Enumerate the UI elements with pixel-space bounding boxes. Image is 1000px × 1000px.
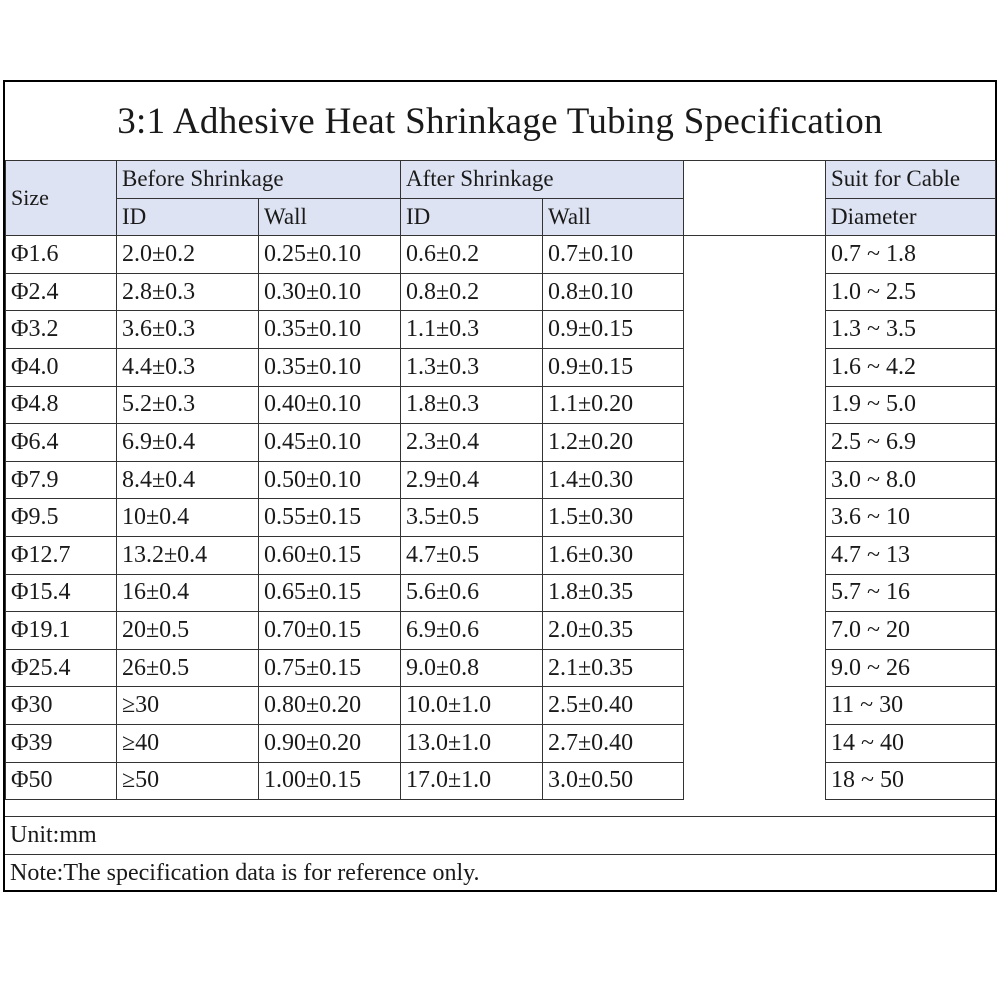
after-wall-cell: 2.5±0.40 [543,687,684,725]
cable-diameter-cell: 11 ~ 30 [826,687,996,725]
spec-sheet [3,80,997,892]
gap-cell [684,762,826,800]
after-wall-cell: 1.6±0.30 [543,536,684,574]
after-shrinkage-header: After Shrinkage [401,161,684,199]
cable-diameter-cell: 1.6 ~ 4.2 [826,348,996,386]
before-wall-cell: 0.35±0.10 [259,348,401,386]
cable-diameter-cell: 2.5 ~ 6.9 [826,424,996,462]
cable-diameter-cell: 9.0 ~ 26 [826,649,996,687]
size-cell: Φ15.4 [6,574,117,612]
after-id-cell: 1.3±0.3 [401,348,543,386]
before-wall-cell: 0.70±0.15 [259,612,401,650]
size-cell: Φ7.9 [6,461,117,499]
before-wall-cell: 1.00±0.15 [259,762,401,800]
gap-cell [684,612,826,650]
after-id-cell: 13.0±1.0 [401,724,543,762]
size-cell: Φ2.4 [6,273,117,311]
table-row [6,424,996,462]
size-cell: Φ4.8 [6,386,117,424]
before-wall-cell: 0.75±0.15 [259,649,401,687]
before-id-cell: 2.8±0.3 [117,273,259,311]
gap-cell [684,536,826,574]
gap-cell [684,311,826,349]
size-cell: Φ9.5 [6,499,117,537]
after-id-cell: 17.0±1.0 [401,762,543,800]
header-row-top [6,161,996,199]
after-wall-cell: 2.7±0.40 [543,724,684,762]
before-id-cell: ≥30 [117,687,259,725]
size-cell: Φ12.7 [6,536,117,574]
after-wall-cell: 0.9±0.15 [543,311,684,349]
gap-cell [684,348,826,386]
size-cell: Φ39 [6,724,117,762]
before-id-cell: 26±0.5 [117,649,259,687]
before-wall-cell: 0.40±0.10 [259,386,401,424]
before-wall-cell: 0.90±0.20 [259,724,401,762]
size-cell: Φ4.0 [6,348,117,386]
table-row [6,687,996,725]
gap-cell [684,499,826,537]
size-cell: Φ1.6 [6,236,117,274]
after-wall-cell: 2.1±0.35 [543,649,684,687]
size-cell: Φ50 [6,762,117,800]
header-row-sub [6,198,996,236]
table-row [6,348,996,386]
before-id-cell: 5.2±0.3 [117,386,259,424]
gap-cell [684,273,826,311]
gap-cell [684,236,826,274]
gap-cell [684,461,826,499]
cable-diameter-cell: 3.6 ~ 10 [826,499,996,537]
before-wall-cell: 0.35±0.10 [259,311,401,349]
after-wall-cell: 1.2±0.20 [543,424,684,462]
after-wall-header: Wall [543,198,684,236]
spec-table [5,160,996,800]
before-id-cell: 20±0.5 [117,612,259,650]
size-header: Size [6,161,117,236]
cable-diameter-cell: 7.0 ~ 20 [826,612,996,650]
after-id-cell: 10.0±1.0 [401,687,543,725]
size-cell: Φ30 [6,687,117,725]
gap-cell [684,424,826,462]
before-shrinkage-header: Before Shrinkage [117,161,401,199]
after-id-header: ID [401,198,543,236]
size-cell: Φ3.2 [6,311,117,349]
before-wall-cell: 0.55±0.15 [259,499,401,537]
table-row [6,311,996,349]
before-wall-cell: 0.65±0.15 [259,574,401,612]
after-id-cell: 1.1±0.3 [401,311,543,349]
table-row [6,762,996,800]
before-id-cell: 6.9±0.4 [117,424,259,462]
before-id-cell: 3.6±0.3 [117,311,259,349]
after-wall-cell: 1.5±0.30 [543,499,684,537]
table-row [6,236,996,274]
table-row [6,386,996,424]
before-id-cell: 10±0.4 [117,499,259,537]
after-wall-cell: 0.9±0.15 [543,348,684,386]
after-id-cell: 1.8±0.3 [401,386,543,424]
after-wall-cell: 1.8±0.35 [543,574,684,612]
size-cell: Φ6.4 [6,424,117,462]
table-row [6,499,996,537]
blank-header-cell [684,161,826,236]
cable-diameter-cell: 3.0 ~ 8.0 [826,461,996,499]
table-row [6,461,996,499]
cable-diameter-cell: 1.9 ~ 5.0 [826,386,996,424]
after-id-cell: 3.5±0.5 [401,499,543,537]
after-wall-cell: 1.4±0.30 [543,461,684,499]
cable-diameter-cell: 14 ~ 40 [826,724,996,762]
after-wall-cell: 2.0±0.35 [543,612,684,650]
diameter-header: Diameter [826,198,996,236]
before-id-cell: 16±0.4 [117,574,259,612]
before-wall-cell: 0.60±0.15 [259,536,401,574]
after-wall-cell: 3.0±0.50 [543,762,684,800]
after-wall-cell: 0.7±0.10 [543,236,684,274]
table-row [6,273,996,311]
before-id-cell: 4.4±0.3 [117,348,259,386]
table-row [6,649,996,687]
before-wall-cell: 0.45±0.10 [259,424,401,462]
before-id-header: ID [117,198,259,236]
before-id-cell: ≥50 [117,762,259,800]
size-cell: Φ25.4 [6,649,117,687]
before-id-cell: 2.0±0.2 [117,236,259,274]
cable-diameter-cell: 18 ~ 50 [826,762,996,800]
cable-diameter-cell: 0.7 ~ 1.8 [826,236,996,274]
gap-cell [684,687,826,725]
cable-diameter-cell: 1.3 ~ 3.5 [826,311,996,349]
cable-diameter-cell: 1.0 ~ 2.5 [826,273,996,311]
before-id-cell: 8.4±0.4 [117,461,259,499]
gap-cell [684,386,826,424]
note-text: Note:The specification data is for reference only. [5,854,995,892]
table-row [6,724,996,762]
cable-diameter-cell: 4.7 ~ 13 [826,536,996,574]
unit-label: Unit:mm [5,816,995,854]
after-id-cell: 5.6±0.6 [401,574,543,612]
after-id-cell: 2.3±0.4 [401,424,543,462]
table-row [6,536,996,574]
size-cell: Φ19.1 [6,612,117,650]
after-id-cell: 0.6±0.2 [401,236,543,274]
suit-for-cable-header: Suit for Cable [826,161,996,199]
after-id-cell: 6.9±0.6 [401,612,543,650]
gap-cell [684,649,826,687]
before-wall-cell: 0.30±0.10 [259,273,401,311]
before-id-cell: 13.2±0.4 [117,536,259,574]
before-id-cell: ≥40 [117,724,259,762]
before-wall-cell: 0.50±0.10 [259,461,401,499]
table-row [6,574,996,612]
after-id-cell: 4.7±0.5 [401,536,543,574]
after-id-cell: 9.0±0.8 [401,649,543,687]
gap-cell [684,724,826,762]
after-wall-cell: 1.1±0.20 [543,386,684,424]
before-wall-cell: 0.25±0.10 [259,236,401,274]
after-id-cell: 0.8±0.2 [401,273,543,311]
cable-diameter-cell: 5.7 ~ 16 [826,574,996,612]
after-wall-cell: 0.8±0.10 [543,273,684,311]
before-wall-cell: 0.80±0.20 [259,687,401,725]
gap-cell [684,574,826,612]
table-row [6,612,996,650]
page-title: 3:1 Adhesive Heat Shrinkage Tubing Specification [117,100,883,142]
after-id-cell: 2.9±0.4 [401,461,543,499]
before-wall-header: Wall [259,198,401,236]
